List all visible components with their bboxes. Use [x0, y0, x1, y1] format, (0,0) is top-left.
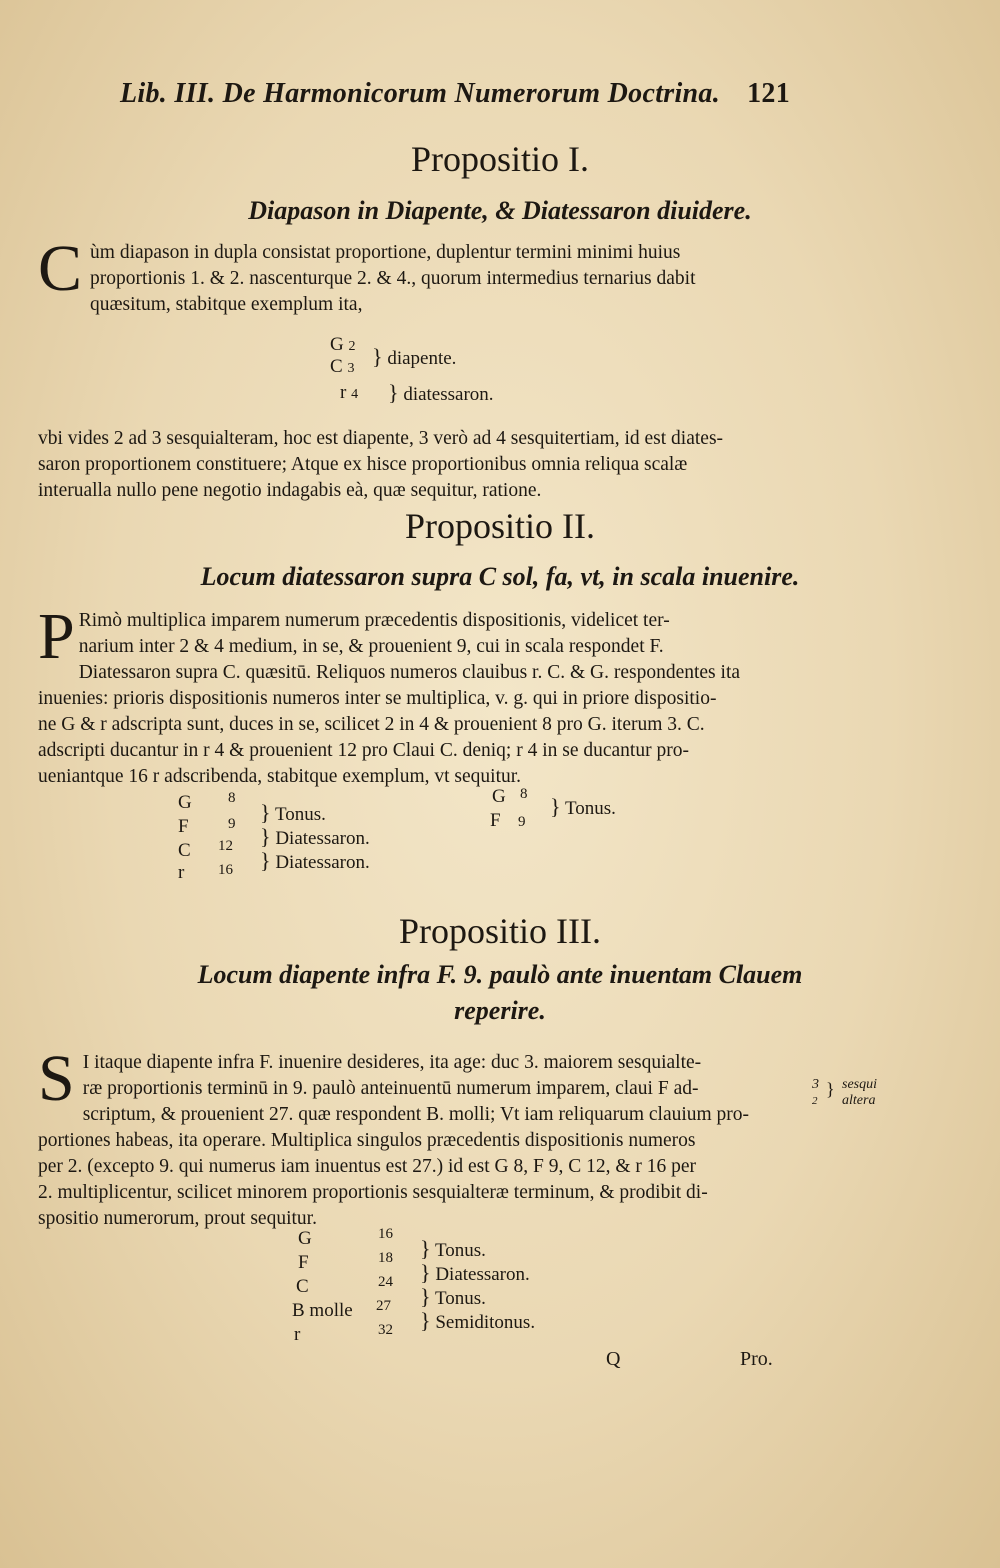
margin-number: 3	[812, 1077, 819, 1092]
prop1-after-paragraph	[38, 426, 810, 504]
scheme-number: 8	[520, 786, 528, 802]
scheme-number: 18	[378, 1250, 393, 1266]
text-line: ùm diapason in dupla consistat proportione, duplentur termini minimi huius	[90, 242, 681, 263]
scheme-number: 27	[376, 1298, 391, 1314]
text-line: Diatessaron supra C. quæsitū. Reliquos numeros clauibus r. C. & G. respondentes ita	[78, 662, 741, 683]
interval-label: Tonus.	[434, 1240, 486, 1261]
brace-icon: }	[420, 1308, 431, 1333]
page-number: 121	[747, 78, 790, 109]
dropcap: C	[38, 232, 83, 305]
text-line: narium inter 2 & 4 medium, in se, & prouenient 9, cui in scala respondet F.	[78, 636, 664, 657]
prop1-title: Propositio I.	[410, 139, 589, 179]
text-line: vbi vides 2 ad 3 sesquialteram, hoc est diapente, 3 verò ad 4 sesquitertiam, id est diates-	[38, 428, 724, 449]
interval-label: Tonus.	[434, 1288, 486, 1309]
text-line: saron proportionem constituere; Atque ex hisce proportionibus omnia reliqua scalæ	[38, 454, 688, 475]
text-line: Rimò multiplica imparem numerum præcedentis dispositionis, videlicet ter-	[78, 610, 670, 631]
text-line: 2. multiplicentur, scilicet minorem proportionis sesquialteræ terminum, & prodibit di-	[38, 1182, 708, 1203]
scheme-number: 32	[378, 1322, 393, 1338]
running-title: Lib. III. De Harmonicorum Numerorum Doctrina.	[120, 78, 721, 109]
clef-label: B molle	[292, 1300, 353, 1321]
text-line: scriptum, & prouenient 27. quæ respondent B. molli; Vt iam reliquarum clauium pro-	[82, 1104, 750, 1125]
interval-label: Diatessaron.	[275, 828, 370, 849]
text-line: ræ proportionis terminū in 9. paulò anteinuentū numerum imparem, claui F ad-	[82, 1078, 699, 1099]
interval-label: diapente.	[387, 348, 457, 369]
clef-label: F	[298, 1252, 309, 1273]
clef-label: C	[330, 356, 343, 377]
clef-label: F	[490, 810, 501, 831]
text-line: spositio numerorum, prout sequitur.	[38, 1208, 317, 1229]
brace-icon: }	[260, 800, 271, 825]
clef-label: C	[178, 840, 191, 861]
scheme-number: 24	[378, 1274, 393, 1290]
text-line: quæsitum, stabitque exemplum ita,	[90, 294, 363, 315]
prop2-title: Propositio II.	[404, 506, 595, 546]
interval-label: Semiditonus.	[435, 1312, 536, 1333]
prop3-subtitle-line2: reperire.	[454, 996, 546, 1025]
text-line: ne G & r adscripta sunt, duces in se, scilicet 2 in 4 & prouenient 8 pro G. iterum 3. C.	[38, 714, 705, 735]
brace-icon: }	[550, 794, 561, 819]
clef-label: G	[492, 786, 506, 807]
scheme-number: 3	[347, 361, 355, 376]
clef-label: F	[178, 816, 189, 837]
bleed-through	[40, 790, 45, 811]
clef-label: r	[178, 862, 185, 883]
brace-icon: }	[260, 848, 271, 873]
margin-number: 2	[812, 1095, 818, 1107]
prop1-subtitle: Diapason in Diapente, & Diatessaron diuidere.	[248, 196, 752, 225]
brace-icon: }	[260, 824, 271, 849]
brace-icon: }	[420, 1260, 431, 1285]
signature-mark: Q	[606, 1348, 621, 1370]
prop1-paragraph	[38, 232, 810, 318]
text-line: interualla nullo pene negotio indagabis eà, quæ sequitur, ratione.	[38, 480, 542, 501]
scheme-number: 8	[228, 790, 236, 806]
prop3-paragraph	[38, 1042, 810, 1232]
clef-label: G	[298, 1228, 312, 1249]
running-header	[120, 78, 790, 110]
clef-label: C	[296, 1276, 309, 1297]
dropcap: S	[38, 1042, 75, 1115]
brace-icon: }	[372, 344, 383, 369]
clef-label: r	[294, 1324, 301, 1345]
interval-label: Tonus.	[564, 798, 616, 819]
margin-text: altera	[842, 1093, 876, 1108]
text-line: portiones habeas, ita operare. Multiplica singulos præcedentis dispositionis numeros	[38, 1130, 696, 1151]
prop2-subtitle: Locum diatessaron supra C sol, fa, vt, in scala inuenire.	[200, 562, 800, 591]
catchword: Pro.	[740, 1348, 773, 1370]
clef-label: r	[340, 382, 347, 403]
text-line: adscripti ducantur in r 4 & prouenient 12 pro Claui C. deniq; r 4 in se ducantur pro-	[38, 740, 689, 761]
prop2-paragraph	[38, 600, 810, 790]
interval-label: Diatessaron.	[275, 852, 370, 873]
prop3-subtitle-line1: Locum diapente infra F. 9. paulò ante inuentam Clauem	[197, 960, 803, 989]
text-line: proportionis 1. & 2. nascenturque 2. & 4., quorum intermedius ternarius dabit	[90, 268, 696, 289]
clef-label: G	[330, 334, 344, 355]
text-line: per 2. (excepto 9. qui numerus iam inuentus est 27.) id est G 8, F 9, C 12, & r 16 per	[38, 1156, 697, 1177]
scheme-number: 16	[378, 1226, 393, 1242]
clef-label: G	[178, 792, 192, 813]
interval-label: diatessaron.	[403, 384, 494, 405]
interval-label: Tonus.	[274, 804, 326, 825]
dropcap: P	[38, 600, 75, 673]
scheme-number: 16	[218, 862, 233, 878]
brace-icon: }	[826, 1079, 835, 1099]
scheme-number: 9	[228, 816, 236, 832]
text-line: I itaque diapente infra F. inuenire desideres, ita age: duc 3. maiorem sesquialte-	[82, 1052, 702, 1073]
brace-icon: }	[388, 380, 399, 405]
scheme-number: 9	[518, 814, 526, 830]
margin-text: sesqui	[842, 1077, 877, 1092]
scheme-number: 2	[348, 339, 356, 354]
prop3-title: Propositio III.	[399, 911, 601, 951]
interval-label: Diatessaron.	[435, 1264, 530, 1285]
text-line: ueniantque 16 r adscribenda, stabitque exemplum, vt sequitur.	[38, 766, 522, 787]
brace-icon: }	[420, 1236, 431, 1261]
scheme-number: 4	[351, 387, 359, 402]
brace-icon: }	[420, 1284, 431, 1309]
text-line: inuenies: prioris dispositionis numeros inter se multiplica, v. g. qui in priore dispositio-	[38, 688, 717, 709]
scheme-number: 12	[218, 838, 233, 854]
